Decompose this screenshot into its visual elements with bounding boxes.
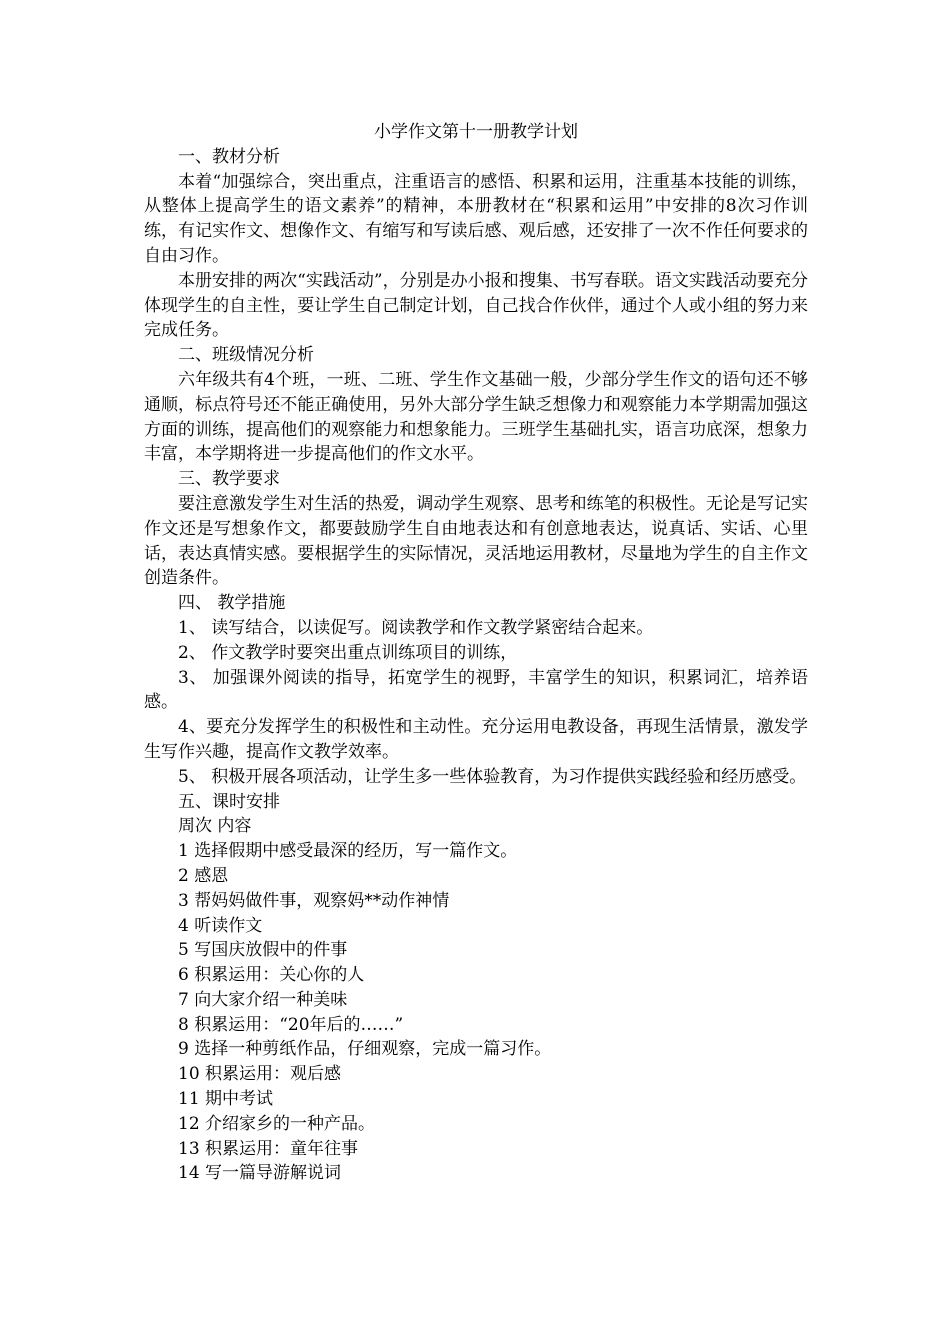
schedule-row: 3 帮妈妈做件事，观察妈**动作神情 <box>178 890 450 911</box>
measure-item: 2、 作文教学时要突出重点训练项目的训练， <box>178 642 518 663</box>
measure-item: 1、 读写结合，以读促写。阅读教学和作文教学紧密结合起来。 <box>178 617 654 638</box>
schedule-row: 9 选择一种剪纸作品，仔细观察，完成一篇习作。 <box>178 1039 552 1060</box>
measure-item: 4、要充分发挥学生的积极性和主动性。充分运用电教设备，再现生活情景，激发学生写作兴趣，提高作文教学效率。 <box>144 717 808 762</box>
schedule-row: 11 期中考试 <box>178 1089 274 1110</box>
measure-item: 3、 加强课外阅读的指导，拓宽学生的视野，丰富学生的知识，积累词汇，培养语感。 <box>144 667 808 713</box>
section-heading: 一、教材分析 <box>178 146 280 167</box>
schedule-row: 5 写国庆放假中的件事 <box>178 940 348 961</box>
section-heading: 二、班级情况分析 <box>178 345 314 366</box>
schedule-row: 1 选择假期中感受最深的经历，写一篇作文。 <box>178 841 518 862</box>
document-title: 小学作文第十一册教学计划 <box>374 122 578 142</box>
schedule-row: 6 积累运用：关心你的人 <box>178 965 365 986</box>
schedule-row: 12 介绍家乡的一种产品。 <box>178 1113 376 1134</box>
document-content <box>144 120 808 1186</box>
paragraph: 本着“加强综合，突出重点，注重语言的感悟、积累和运用，注重基本技能的训练，从整体上提高学生的语文素养”的精神，本册教材在“积累和运用”中安排的8次习作训练，有记实作文、想像作文、有缩写和写读后感、观后感，还安排了一次不作任何要求的自由习作。 <box>144 171 808 266</box>
schedule-row: 7 向大家介绍一种美味 <box>178 989 348 1010</box>
measure-item: 5、 积极开展各项活动，让学生多一些体验教育，为习作提供实践经验和经历感受。 <box>178 766 807 787</box>
schedule-row: 2 感恩 <box>178 865 229 886</box>
paragraph: 本册安排的两次“实践活动”，分别是办小报和搜集、书写春联。语文实践活动要充分体现学生的自主性，要让学生自己制定计划，自己找合作伙伴，通过个人或小组的努力来完成任务。 <box>144 270 808 341</box>
section-heading: 四、 教学措施 <box>178 593 286 614</box>
schedule-row: 8 积累运用：“20年后的……” <box>178 1014 404 1035</box>
schedule-row: 14 写一篇导游解说词 <box>178 1163 342 1184</box>
schedule-row: 13 积累运用：童年往事 <box>178 1138 359 1159</box>
schedule-row: 10 积累运用：观后感 <box>178 1064 342 1085</box>
paragraph: 六年级共有4个班，一班、二班、学生作文基础一般，少部分学生作文的语句还不够通顺，标点符号还不能正确使用，另外大部分学生缺乏想像力和观察能力本学期需加强这方面的训练，提高他们的观察能力和想象能力。三班学生基础扎实，语言功底深，想象力丰富，本学期将进一步提高他们的作文水平。 <box>144 369 808 465</box>
paragraph: 要注意激发学生对生活的热爱，调动学生观察、思考和练笔的积极性。无论是写记实作文还是写想象作文，都要鼓励学生自由地表达和有创意地表达，说真话、实话、心里话，表达真情实感。要根据学生的实际情况，灵活地运用教材，尽量地为学生的自主作文创造条件。 <box>144 493 808 589</box>
section-heading: 五、课时安排 <box>178 791 280 812</box>
section-heading: 三、教学要求 <box>178 469 280 490</box>
schedule-row: 4 听读作文 <box>178 915 263 936</box>
schedule-header: 周次 内容 <box>178 816 252 837</box>
